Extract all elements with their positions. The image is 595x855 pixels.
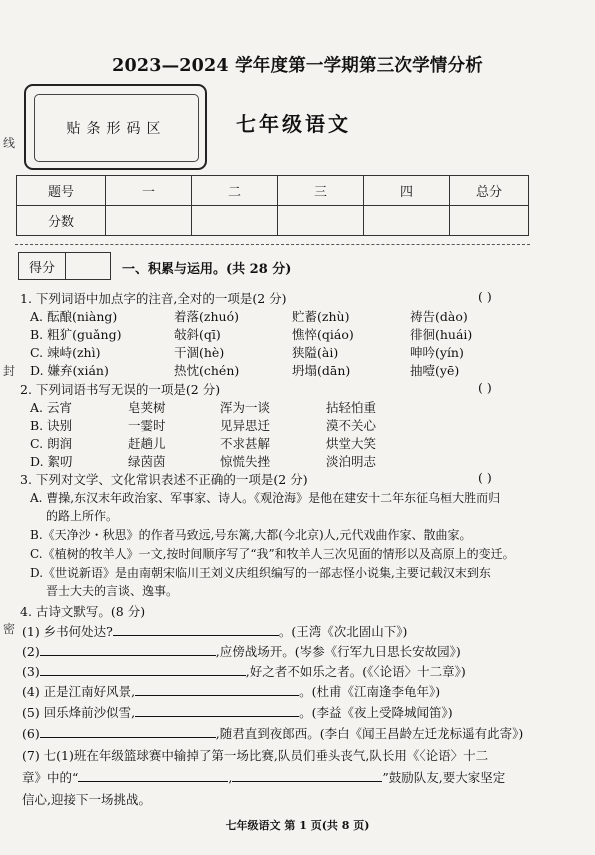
barcode-area: 贴条形码区 [34,94,199,162]
q4-stem: 4. 古诗文默写。(8 分) [20,604,146,619]
answer-blank[interactable] [40,643,216,656]
q1-option: 呻吟(yín) [410,345,464,360]
answer-blank[interactable] [135,683,299,696]
q3-option-cont: 的路上所作。 [46,509,119,523]
table-cell: 总分 [450,176,529,206]
q2-option: 漠不关心 [326,418,377,433]
q2-option: 浑为一谈 [220,400,271,415]
q2-option: 绿茵茵 [128,454,166,469]
q1-option: 热忱(chén) [174,363,240,378]
table-cell: 四 [364,176,450,206]
q4-text: (2) [22,644,40,659]
table-row [17,176,529,206]
q1-option: 徘徊(huái) [410,327,473,342]
table-cell: 一 [106,176,192,206]
q2-answer-paren[interactable]: ( ) [478,380,492,395]
q2-option: B. 诀别 [30,418,73,433]
q2-option: 皂荚树 [128,400,166,415]
q1-option: 狭隘(ài) [292,345,339,360]
table-cell: 三 [278,176,364,206]
q3-answer-paren[interactable]: ( ) [478,470,492,485]
section-score-input[interactable] [66,253,110,279]
answer-blank[interactable] [135,704,299,717]
q4-item-5 [22,703,453,721]
answer-blank[interactable] [232,769,382,782]
section-score-label: 得分 [19,253,66,279]
answer-blank[interactable] [78,769,228,782]
table-row [17,206,529,236]
q4-item-1 [22,622,407,640]
divider [15,244,530,245]
q1-option: B. 粗犷(guǎng) [30,327,122,342]
score-input-cell[interactable] [364,206,450,236]
table-cell: 题号 [17,176,106,206]
q2-option: 拈轻怕重 [326,400,377,415]
q4-text: ,好之者不如乐之者。(《〈论语〉十二章》) [245,664,466,679]
q3-option: B.《天净沙・秋思》的作者马致远,号东篱,大都(今北京)人,元代戏曲作家、散曲家。 [30,528,472,542]
q1-option: 敧斜(qī) [174,327,221,342]
q4-item-7-line3: 信心,迎接下一场挑战。 [22,792,151,807]
q1-stem: 1. 下列词语中加点字的注音,全对的一项是(2 分) [20,291,287,306]
q4-item-3 [22,662,466,680]
score-input-cell[interactable] [450,206,529,236]
q4-item-7-line1: (7) 七(1)班在年级篮球赛中输掉了第一场比赛,队员们垂头丧气,队长用《〈论语〉十二 [22,748,489,763]
q2-option: 赶趟儿 [128,436,166,451]
binding-mark-xian: 线 [3,136,16,150]
q1-option: C. 竦峙(zhì) [30,345,101,360]
q1-option: 着落(zhuó) [174,309,239,324]
q1-option: D. 嫌弃(xián) [30,363,109,378]
q1-answer-paren[interactable]: ( ) [478,289,492,304]
q2-option: 烘堂大笑 [326,436,377,451]
binding-mark-feng: 封 [3,364,16,378]
q2-option: 一霎时 [128,418,166,433]
q4-text: (1) 乡书何处达? [22,624,113,639]
q4-text: ,应傍战场开。(岑参《行军九日思长安故园》) [215,644,461,659]
q3-stem: 3. 下列对文学、文化常识表述不正确的一项是(2 分) [20,472,308,487]
table-cell: 分数 [17,206,106,236]
q3-option-cont: 晋士大夫的言谈、逸事。 [46,584,179,598]
score-input-cell[interactable] [278,206,364,236]
q2-stem: 2. 下列词语书写无误的一项是(2 分) [20,382,221,397]
q4-text: (5) 回乐烽前沙似雪, [22,705,136,720]
q4-text: ”鼓励队友,要大家坚定 [382,770,506,785]
table-cell: 二 [192,176,278,206]
exam-title: 2023—2024 学年度第一学期第三次学情分析 [112,56,483,76]
q4-item-2 [22,642,461,660]
q2-option: 惊慌失挫 [220,454,271,469]
answer-blank[interactable] [40,663,246,676]
q2-option: 见异思迁 [220,418,271,433]
q2-option: D. 絮叨 [30,454,73,469]
score-input-cell[interactable] [106,206,192,236]
q4-text: , [228,770,233,785]
page-footer: 七年级语文 第 1 页(共 8 页) [225,819,370,832]
section-score-box [18,252,111,280]
q4-item-4 [22,682,440,700]
q1-option: 干涸(hè) [174,345,225,360]
score-input-cell[interactable] [192,206,278,236]
q4-item-7-line2 [22,768,505,786]
q1-option: 憔悴(qiáo) [292,327,354,342]
q4-text: (6) [22,726,40,741]
q4-text: ,随君直到夜郎西。(李白《闻王昌龄左迁龙标遥有此寄》) [215,726,524,741]
q1-option: A. 酝酿(niàng) [30,309,118,324]
answer-blank[interactable] [113,623,279,636]
q4-text: (4) 正是江南好风景, [22,684,136,699]
q2-option: 不求甚解 [220,436,271,451]
q4-text: 。(杜甫《江南逢李龟年》) [299,684,441,699]
q4-item-6 [22,724,523,742]
q1-option: 抽噎(yē) [410,363,460,378]
binding-mark-mi: 密 [3,622,16,636]
q2-option: 淡泊明志 [326,454,377,469]
answer-blank[interactable] [40,725,216,738]
q1-option: 坍塌(dān) [292,363,351,378]
q2-option: C. 朗润 [30,436,73,451]
q1-option: 贮蓄(zhù) [292,309,350,324]
subject-title: 七年级语文 [236,112,351,136]
q3-option: C.《植树的牧羊人》一文,按时间顺序写了“我”和牧羊人三次见面的情形以及高原上的变迁。 [30,547,515,561]
q4-text: (3) [22,664,40,679]
q3-option: D.《世说新语》是由南朝宋临川王刘义庆组织编写的一部志怪小说集,主要记载汉末到东 [30,566,491,580]
q4-text: 。(李益《夜上受降城闻笛》) [299,705,453,720]
q1-option: 祷告(dào) [410,309,468,324]
q4-text: 章》中的“ [22,770,79,785]
q3-option: A. 曹操,东汉末年政治家、军事家、诗人。《观沧海》是他在建安十二年东征乌桓大胜而归 [30,491,501,505]
section-title: 一、积累与运用。(共 28 分) [122,262,292,277]
q2-option: A. 云宵 [30,400,72,415]
score-table [16,175,529,236]
q4-text: 。(王湾《次北固山下》) [278,624,408,639]
